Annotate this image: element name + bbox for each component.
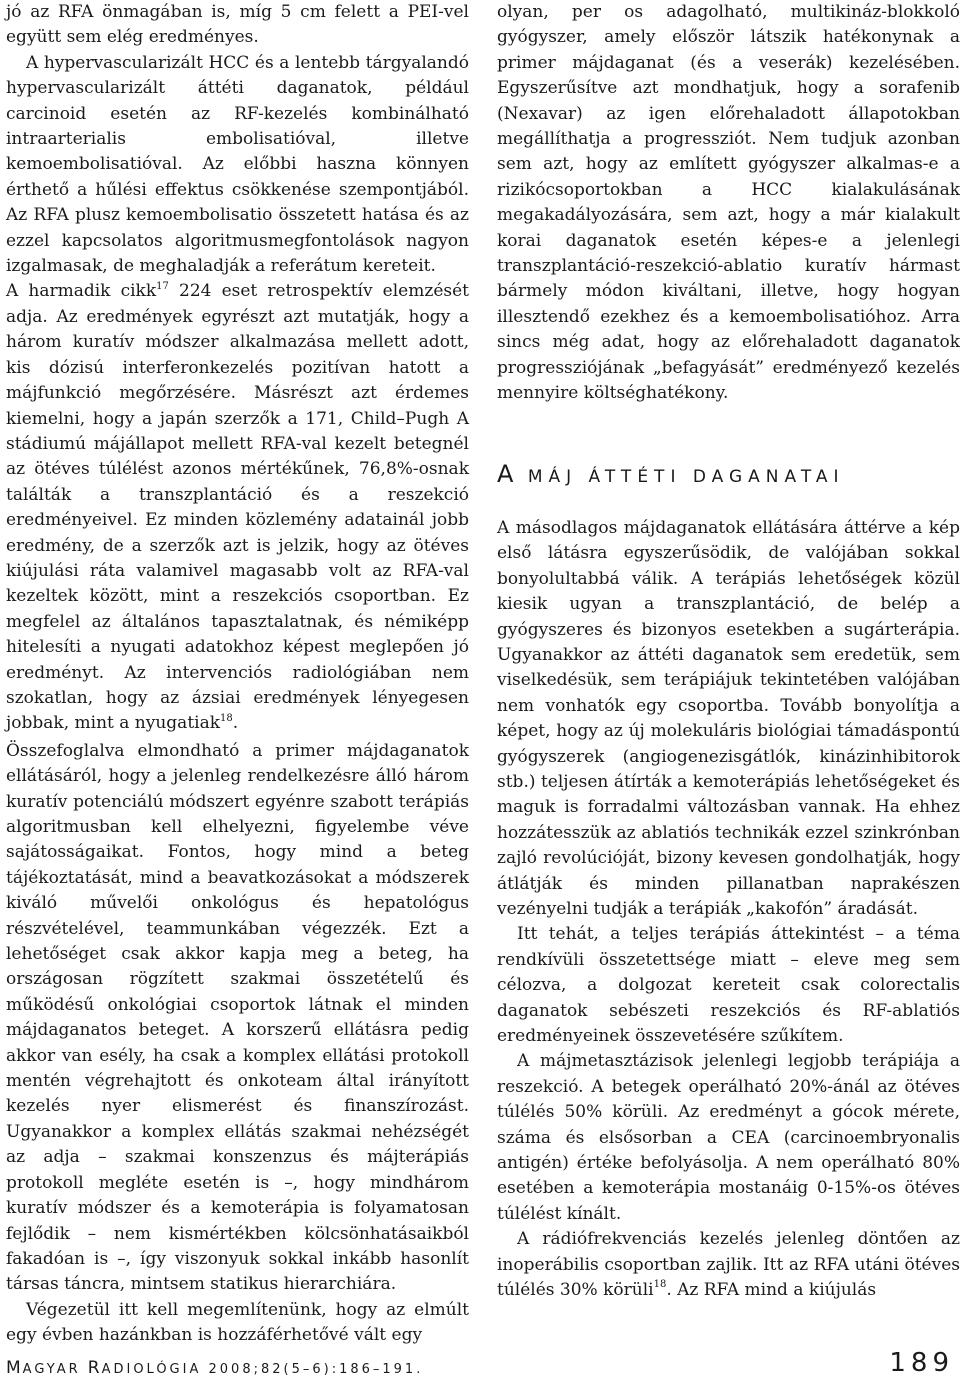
journal-name-part: ADIOLÓGIA (101, 1362, 202, 1377)
section-heading (497, 459, 960, 490)
paragraph-hypervascular: A hypervascularizált HCC és a lentebb tárgyalandó hypervascularizált áttéti daganatok, például carcinoid esetén az RF-kezelés kombinálható intraarterialis embolisatióval, illetve kemoembolisatióval. Az előbbi haszna könnyen érthető a hűlési effektus csökkenése szempontjából. Az RFA plusz kemoembolisatio összetett hatása és az ezzel kapcsolatos algoritmusmegfontolások nagyon izgalmasak, de meghaladják a referátum kereteit. (6, 52, 469, 277)
heading-initial: A (497, 459, 517, 488)
journal-initial-m: M (6, 1358, 23, 1378)
heading-text: MÁJ ÁTTÉTI DAGANATAI (516, 466, 845, 487)
paragraph-third-article (6, 279, 469, 736)
page-number: 189 (889, 1348, 954, 1378)
journal-name-part: AGYAR (22, 1362, 81, 1377)
page-footer (6, 1350, 954, 1380)
right-column (497, 0, 960, 1304)
reference-18: 18 (220, 712, 233, 724)
reference-17: 17 (156, 280, 169, 292)
paragraph-continued: jó az RFA önmagában is, míg 5 cm felett a PEI-vel együtt sem elég eredményes. (6, 2, 469, 48)
paragraph-resection: A májmetasztázisok jelenlegi legjobb terápiája a reszekció. A betegek operálható 20%-ánál az ötéves túlélés 50% körüli. Az eredményt a gócok mérete, száma és elsősorban a CEA (carcinoembryonalis antigén) értéke befolyásolja. A nem operálható 80% esetében a kemoterápia mostanáig 0-15%-os ötéves túlélést kínált. (497, 1051, 960, 1224)
paragraph-sorafenib: olyan, per os adagolható, multikináz-blokkoló gyógyszer, amely először látszik hatékonynak a primer májdaganat (és a veserák) kezelésében. Egyszerűsítve azt mondhatjuk, hogy a sorafenib (Nexavar) az igen előrehaladott állapotokban megállíthatja a progressziót. Nem tudjuk azonban sem azt, hogy az említett gyógyszer alkalmas-e a rizikócsoportokban a HCC kialakulásának megakadályozására, sem azt, hogy a már kialakult korai daganatok esetén képes-e a jelenlegi transzplantáció-reszekció-ablatio kuratív hármast bármely módon kiváltani, illetve, hogy hogyan illesztendő ezekhez és a kemoembolisatióhoz. Arra sincs még adat, hogy az előrehaladott daganatok progressziójának „befagyását” eredményező kezelés mennyire költséghatékony. (497, 2, 960, 404)
paragraph-scope: Itt tehát, a teljes terápiás áttekintést – a téma rendkívüli összetettsége miatt – eleve meg sem célozva, a dolgozat kereteit csak colorectalis daganatok sebészeti reszekciós és RF-ablatiós eredményeinek összevetésére szűkítem. (497, 924, 960, 1047)
text-span: A rádiófrekvenciás kezelés jelenleg döntően az inoperábilis csoportban zajlik. Itt az RFA utáni ötéves túlélés 30% körüli (497, 1229, 960, 1301)
text-span: . (232, 713, 239, 734)
paragraph-rfa (497, 1227, 960, 1303)
paragraph-secondary-tumors: A másodlagos májdaganatok ellátására áttérve a kép első látásra egyszerűsödik, de valójában sokkal bonyolultabbá válik. A terápiás lehetőségek közül kiesik ugyan a transzplantáció, de belép a gyógyszeres és bizonyos esetekben a sugárterápia. Ugyanakkor az áttéti daganatok sem eredetük, sem viselkedésük, sem terápiájuk tekintetében valójában nem vonhatók egy csoportba. Tovább bonyolítja a képet, hogy az új molekuláris biológiai támadáspontú gyógyszerek (angiogenezisgátlók, kinázinhibitorok stb.) teljesen átírták a kemoterápiás lehetőségeket és maguk is forradalmi változásban vannak. Ha ehhez hozzátesszük az ablatiós technikák ezzel szinkrónban zajló revolúcióját, bizony kevesen gondolhatják, hogy átlátják és minden pillanatban naprakészen vezényelni tudják a terápiák „kakofón” áradását. (497, 517, 960, 919)
journal-initial-r: R (87, 1358, 102, 1378)
citation-text: 2008;82(5–6):186–191. (201, 1362, 424, 1377)
paragraph-finally: Végezetül itt kell megemlítenünk, hogy az elmúlt egy évben hazánkban is hozzáférhetővé vált egy (6, 1299, 469, 1346)
text-span: 224 eset retrospektív elemzését adja. Az eredmények egyrészt azt mutatják, hogy a három kuratív módszer alkalmazása mellett adott, kis dózisú interferonkezelés pozitívan hatott a májfunkció megőrzésére. Másrészt azt érdemes kiemelni, hogy a japán szerzők a 171, Child–Pugh A stádiumú májállapot mellett RFA-val kezelt betegnél az ötéves túlélést azonos mértékűnek, 76,8%-osnak találták a transzplantáció és a reszekció eredményeivel. Ez minden közlemény adatainál jobb eredmény, de a szerzők azt is jelzik, hogy az ötéves kiújulási ráta valamivel magasabb volt az RFA-val kezeltek között, mint a reszekciós csoportban. Ez megfelel az általános tapasztalatnak, és némiképp hitelesíti a nyugati adatokhoz képest meglepően jó eredményt. Az intervenciós radiológiában nem szokatlan, hogy az ázsiai eredmények lényegesen jobbak, mint a nyugatiak (6, 281, 469, 734)
text-span: . Az RFA mind a kiújulás (666, 1280, 877, 1301)
text-span: A harmadik cikk (6, 281, 157, 302)
paragraph-summary: Összefoglalva elmondható a primer májdaganatok ellátásáról, hogy a jelenleg rendelkezésre álló három kuratív potenciálú módszert egyénre szabott terápiás algoritmusban kell elhelyezni, figyelembe véve sajátosságaikat. Fontos, hogy mind a beteg tájékoztatását, mind a beavatkozásokat a módszerek kiváló művelői onkológus és hepatológus részvételével, teammunkában végezzék. Ezt a lehetőséget csak akkor kapja meg a beteg, ha országosan rögzített szakmai összetételű és működésű onkológiai csoportok látnak el minden májdaganatos beteget. A korszerű ellátásra pedig akkor van esély, ha csak a komplex ellátási protokoll mentén végrehajtott és onkoteam által irányított kezelés nyer elismerést és finanszírozást. Ugyanakkor a komplex ellátás szakmai nehézségét az adja – szakmai konszenzus és májterápiás protokoll megléte esetén is –, hogy mindhárom kuratív módszer és a kemoterápia is folyamatosan fejlődik – nem kismértékben kölcsönhatásaikból fakadóan is –, így viszonyuk sokkal inkább hasonlít társas táncra, mintsem statikus hierarchiára. (6, 740, 469, 1295)
reference-18: 18 (653, 1279, 667, 1291)
left-column (6, 0, 469, 1349)
journal-citation (6, 1358, 423, 1378)
